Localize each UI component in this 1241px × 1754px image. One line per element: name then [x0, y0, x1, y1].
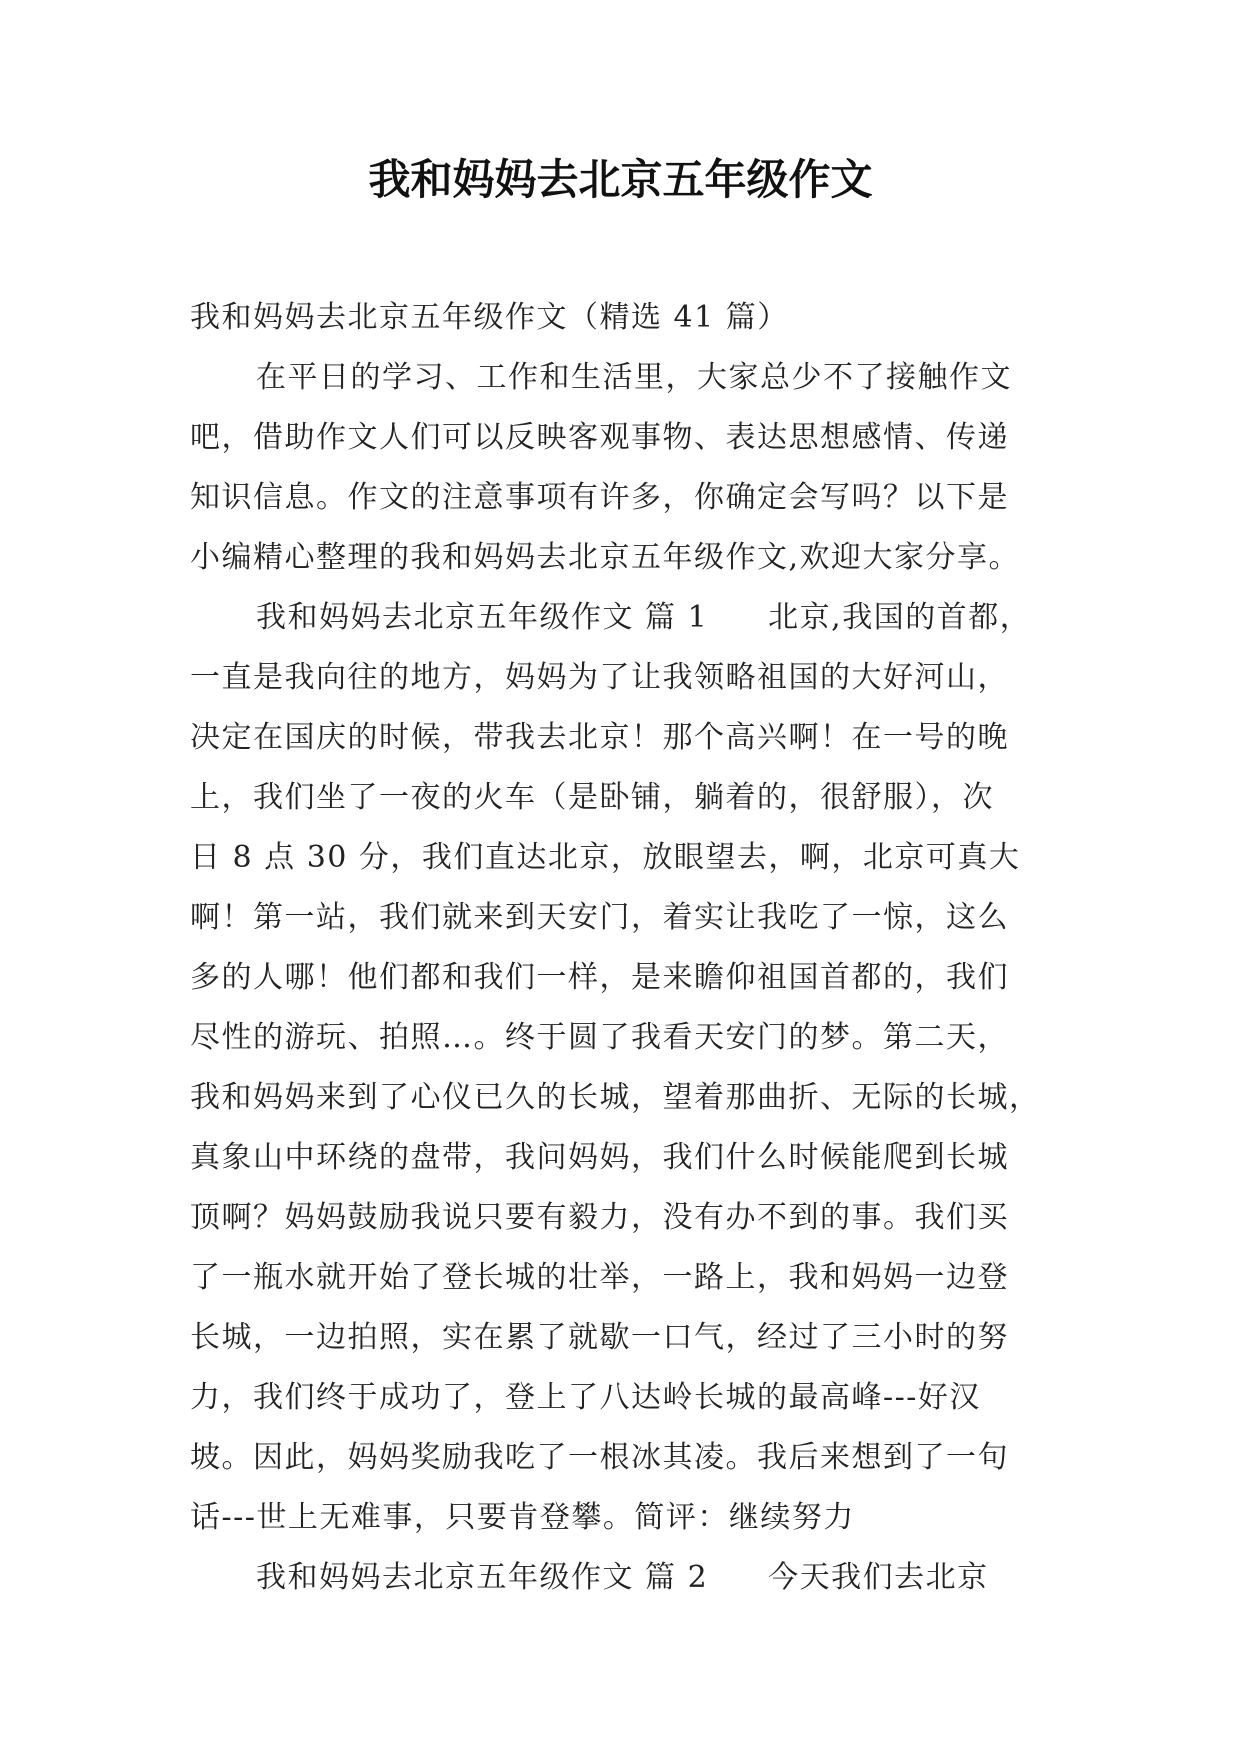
paragraph-line: 吧，借助作文人们可以反映客观事物、表达思想感情、传递: [190, 420, 1009, 455]
essay-heading-2: 我和妈妈去北京五年级作文 篇 2: [256, 1560, 709, 1595]
paragraph-line: 坡。因此，妈妈奖励我吃了一根冰其凌。我后来想到了一句: [190, 1440, 1009, 1475]
paragraph-line: 话---世上无难事，只要肯登攀。简评：继续努力: [190, 1500, 855, 1535]
paragraph-line: 啊！第一站，我们就来到天安门，着实让我吃了一惊，这么: [190, 900, 1009, 935]
paragraph-line: 决定在国庆的时候，带我去北京！那个高兴啊！在一号的晚: [190, 720, 1009, 755]
paragraph-line: 顶啊？妈妈鼓励我说只要有毅力，没有办不到的事。我们买: [190, 1200, 1009, 1235]
essay-heading-line: [190, 588, 1060, 648]
paragraph-line: 真象山中环绕的盘带，我问妈妈，我们什么时候能爬到长城: [190, 1140, 1009, 1175]
paragraph-line: 我和妈妈来到了心仪已久的长城，望着那曲折、无际的长城，: [190, 1080, 1041, 1115]
paragraph-line: 在平日的学习、工作和生活里，大家总少不了接触作文: [256, 360, 1012, 395]
subtitle-line: 我和妈妈去北京五年级作文（精选 41 篇）: [190, 300, 789, 335]
paragraph-line: 上，我们坐了一夜的火车（是卧铺，躺着的，很舒服），次: [190, 780, 994, 815]
paragraph-line: 尽性的游玩、拍照…。终于圆了我看天安门的梦。第二天，: [190, 1020, 1009, 1055]
essay-heading-1: 我和妈妈去北京五年级作文 篇 1: [256, 600, 709, 635]
document-body: [190, 288, 1060, 1608]
essay-heading-line: [190, 1548, 1060, 1608]
paragraph-line: 多的人哪！他们都和我们一样，是来瞻仰祖国首都的，我们: [190, 960, 1009, 995]
paragraph-text: 北京,我国的首都，: [768, 600, 1032, 635]
paragraph-line: 一直是我向往的地方，妈妈为了让我领略祖国的大好河山，: [190, 660, 1009, 695]
document-title: 我和妈妈去北京五年级作文: [368, 155, 873, 204]
paragraph-line: 知识信息。作文的注意事项有许多，你确定会写吗？以下是: [190, 480, 1009, 515]
paragraph-line: 了一瓶水就开始了登长城的壮举，一路上，我和妈妈一边登: [190, 1260, 1009, 1295]
paragraph-line: 长城，一边拍照，实在累了就歇一口气，经过了三小时的努: [190, 1320, 1009, 1355]
paragraph-line: 日 8 点 30 分，我们直达北京，放眼望去，啊，北京可真大: [190, 840, 1021, 875]
paragraph-line: 力，我们终于成功了，登上了八达岭长城的最高峰---好汉: [190, 1380, 981, 1415]
paragraph-text: 今天我们去北京: [768, 1560, 989, 1595]
paragraph-line: 小编精心整理的我和妈妈去北京五年级作文,欢迎大家分享。: [190, 540, 1021, 575]
